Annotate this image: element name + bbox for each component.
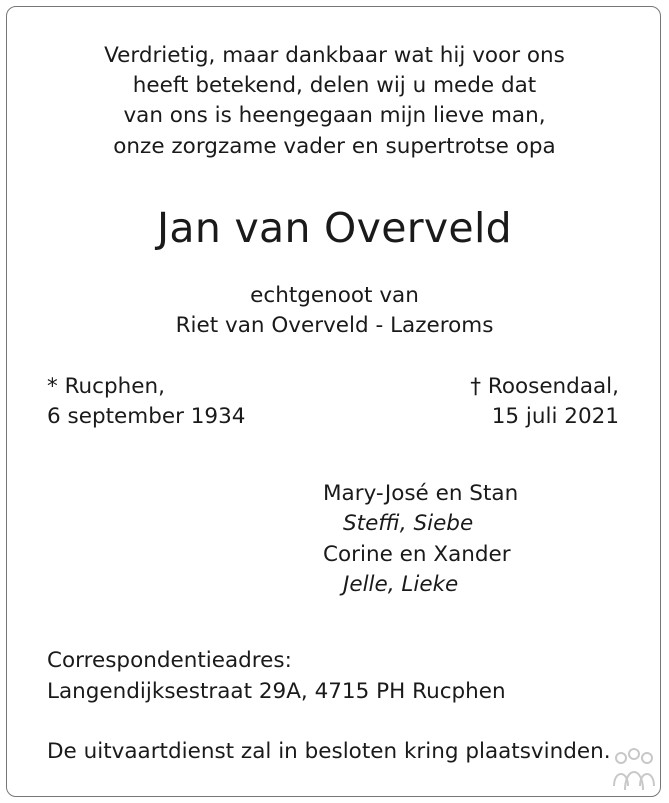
intro-line-3: van ons is heengegaan mijn lieve man, (123, 103, 546, 128)
spouse-name: Riet van Overveld - Lazeroms (175, 313, 494, 338)
death-place: † Roosendaal, (470, 374, 619, 399)
intro-line-4: onze zorgzame vader en supertrotse opa (113, 134, 556, 159)
deceased-name: Jan van Overveld (157, 204, 512, 252)
spouse-relation: echtgenoot van (250, 283, 419, 308)
correspondence-label: Correspondentieadres: (47, 648, 292, 673)
family-children-2: Jelle, Lieke (343, 572, 459, 597)
family-children-1: Steffi, Siebe (343, 511, 474, 536)
people-logo-icon (609, 744, 659, 794)
family-parents-2: Corine en Xander (323, 542, 511, 567)
intro-line-1: Verdrietig, maar dankbaar wat hij voor ons (104, 43, 565, 68)
birth-place: * Rucphen, (47, 374, 165, 399)
family-parents-1: Mary-José en Stan (323, 481, 519, 506)
correspondence-address: Langendijksestraat 29A, 4715 PH Rucphen (47, 679, 506, 704)
death-date: 15 juli 2021 (491, 404, 619, 429)
closing-text: De uitvaartdienst zal in besloten kring plaatsvinden. (47, 739, 611, 764)
birth-date: 6 september 1934 (47, 404, 246, 429)
intro-line-2: heeft betekend, delen wij u mede dat (132, 73, 537, 98)
